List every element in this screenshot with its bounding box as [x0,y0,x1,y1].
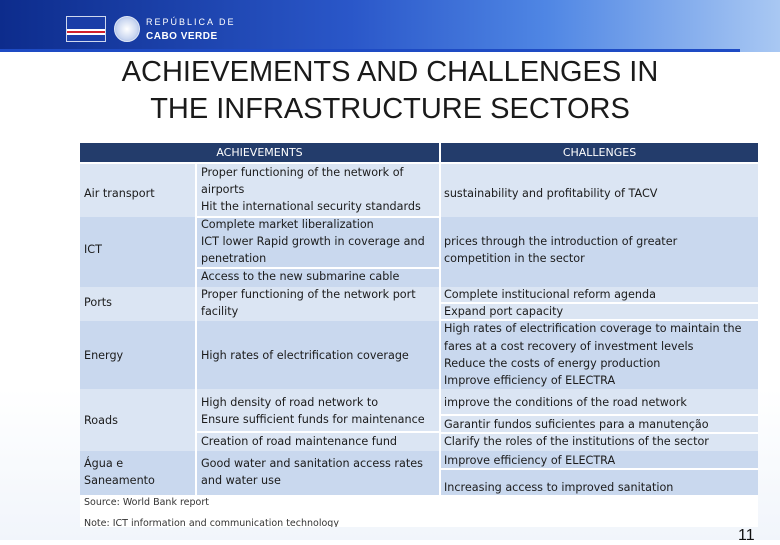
achievement-line: and water use [201,474,281,487]
sector-label: ICT [84,243,102,256]
slide-title [90,54,690,128]
sector-label: Água e [84,457,124,470]
sector-label: Ports [84,296,113,309]
grid-line [195,164,197,495]
challenge-line: improve the conditions of the road network [444,396,687,409]
title-line-1: ACHIEVEMENTS AND CHALLENGES IN [121,56,659,88]
row-ports [80,287,758,321]
challenge-line: competition in the sector [444,252,585,265]
header-challenges: CHALLENGES [441,143,758,162]
challenge-line: Reduce the costs of energy production [444,357,661,370]
country-label: CABO VERDE [146,31,218,42]
challenge-line: Clarify the roles of the institutions of the sector [444,435,709,448]
challenge-line: Expand port capacity [444,305,564,318]
challenge-line: Complete institucional reform agenda [444,288,656,301]
challenge-line: fares at a cost recovery of investment levels [444,340,694,353]
sector-label: Energy [84,349,124,362]
achievement-line: Proper functioning of the network of [201,166,404,179]
cape-verde-flag-icon [66,16,106,42]
achievement-line: Good water and sanitation access rates [201,457,423,470]
challenge-line: Garantir fundos suficientes para a manutenção [444,418,709,431]
achievement-line: airports [201,183,245,196]
challenge-line: Increasing access to improved sanitation [444,481,674,494]
achievement-line: Creation of road maintenance fund [201,435,398,448]
coat-of-arms-icon [114,16,140,42]
abbreviation-note: Note: ICT information and communication technology [84,518,339,527]
title-line-2: THE INFRASTRUCTURE SECTORS [150,93,630,125]
source-note: Source: World Bank report [84,497,209,508]
achievement-line: Access to the new submarine cable [201,270,400,283]
sector-label: Air transport [84,187,155,200]
row-ict [80,217,758,287]
challenge-line: High rates of electrification coverage to maintain the [444,322,742,335]
achievement-line: High density of road network to [201,396,379,409]
challenge-line: prices through the introduction of greater [444,235,678,248]
challenge-line: sustainability and profitability of TACV [444,187,658,200]
achievement-line: Proper functioning of the network port [201,288,416,301]
achievement-line: High rates of electrification coverage [201,349,409,362]
achievement-line: Complete market liberalization [201,218,374,231]
achievement-line: penetration [201,252,267,265]
infrastructure-table [80,143,758,527]
page-number: 11 [738,527,755,544]
achievement-line: facility [201,305,239,318]
achievement-line: ICT lower Rapid growth in coverage and [201,235,425,248]
header-rule [0,49,740,52]
achievement-line: Ensure sufficient funds for maintenance [201,413,425,426]
challenge-line: Improve efficiency of ELECTRA [444,374,616,387]
challenge-line: Improve efficiency of ELECTRA [444,454,616,467]
sector-label: Roads [84,414,118,427]
sector-label: Saneamento [84,474,155,487]
achievement-line: Hit the international security standards [201,200,421,213]
republic-label: REPÚBLICA DE [146,17,236,27]
header-achievements: ACHIEVEMENTS [80,143,439,162]
